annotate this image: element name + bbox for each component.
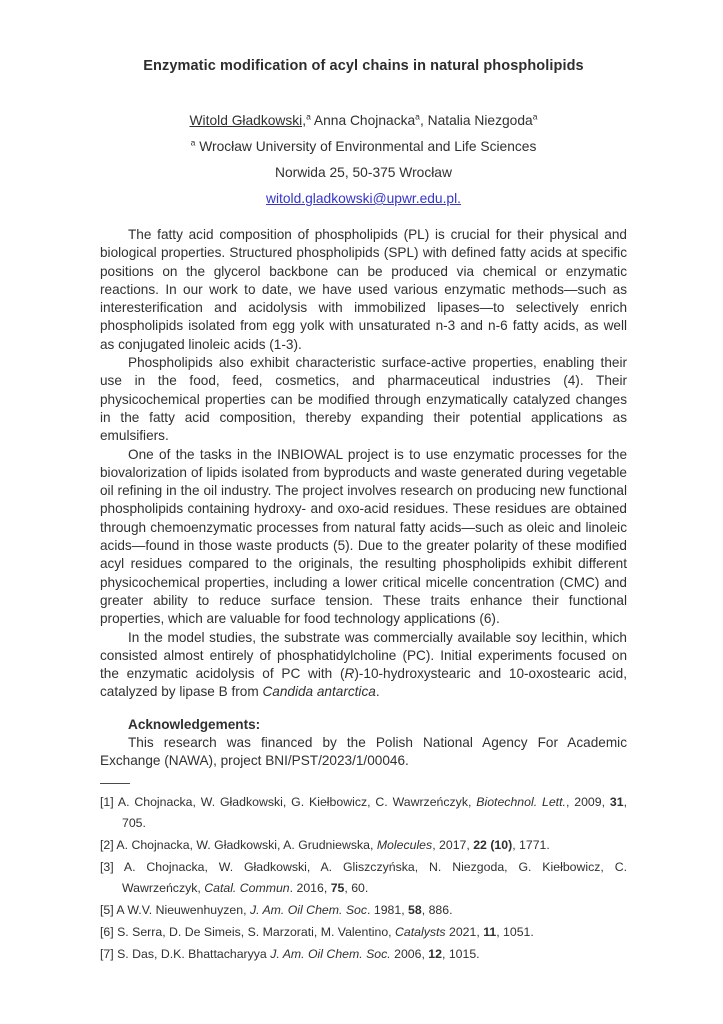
footnote-divider [100, 783, 130, 784]
reference-list [100, 792, 627, 965]
body-paragraph: Phospholipids also exhibit characteristic surface-active properties, enabling their use in the food, feed, cosmetics, and pharmaceutical industries (4). Their physicochemical properties can be modified through enzymatically catalyzed changes in the fatty acid composition, thereby expanding their potential applications as emulsifiers. [100, 355, 627, 444]
abstract-body [100, 226, 627, 702]
acknowledgements-text: This research was financed by the Polish National Agency For Academic Exchange (NAWA), project BNI/PST/2023/1/00046. [100, 735, 627, 769]
body-paragraph: In the model studies, the substrate was commercially available soy lecithin, which consisted almost entirely of phosphatidylcholine (PC). Initial experiments focused on the enzymatic acidolysis of PC with (R)-10-hydroxystearic and 10-oxostearic acid, catalyzed by lipase B from Candida antarctica. [100, 629, 627, 700]
email-link[interactable]: witold.gladkowski@upwr.edu.pl. [266, 191, 461, 206]
reference-item: [1] A. Chojnacka, W. Gładkowski, G. Kiełbowicz, C. Wawrzeńczyk, Biotechnol. Lett., 2009, 31, 705. [100, 794, 627, 830]
reference-item: [2] A. Chojnacka, W. Gładkowski, A. Grudniewska, Molecules, 2017, 22 (10), 1771. [100, 837, 550, 852]
email-line [100, 186, 627, 212]
affiliation-line: $^a$ Wrocław University of Environmental and Life Sciences [190, 137, 537, 154]
address-line: Norwida 25, 50-375 Wrocław [275, 165, 452, 180]
reference-item: [7] S. Das, D.K. Bhattacharyya J. Am. Oil Chem. Soc. 2006, 12, 1015. [100, 946, 480, 961]
body-paragraph: The fatty acid composition of phospholipids (PL) is crucial for their physical and biological properties. Structured phospholipids (SPL) with defined fatty acids at specific positions on the glycerol backbone can be produced via chemical or enzymatic reactions. In our work to date, we have used various enzymatic methods—such as interesterification and acidolysis with immobilized lipases—to selectively enrich phospholipids isolated from egg yolk with unsaturated n-3 and n-6 fatty acids, as well as conjugated linoleic acids (1-3). [100, 227, 627, 352]
authors-line: Witold Gładkowski,$^a$ Anna Chojnacka$^a$, Natalia Niezgoda$^a$ [189, 111, 538, 128]
reference-item: [6] S. Serra, D. De Simeis, S. Marzorati, M. Valentino, Catalysts 2021, 11, 1051. [100, 924, 534, 939]
body-paragraph: One of the tasks in the INBIOWAL project is to use enzymatic processes for the biovalorization of lipids isolated from byproducts and waste generated during vegetable oil refining in the oil industry. The project involves research on producing new functional phospholipids containing hydroxy- and oxo-acid residues. These residues are obtained through chemoenzymatic processes from natural fatty acids—such as oleic and linoleic acids—found in those waste products (5). Due to the greater polarity of these modified acyl residues compared to the originals, the resulting phospholipids exhibit different physicochemical properties, including a lower critical micelle concentration (CMC) and greater ability to reduce surface tension. These traits enhance their functional properties, which are valuable for food technology applications (6). [100, 446, 627, 627]
acknowledgements-heading: Acknowledgements: [128, 716, 261, 732]
reference-item: [3] A. Chojnacka, W. Gładkowski, A. Gliszczyńska, N. Niezgoda, G. Kiełbowicz, C. Wawrzeńczyk, Catal. Commun. 2016, 75, 60. [100, 859, 627, 895]
reference-item: [5] A W.V. Nieuwenhuyzen, J. Am. Oil Chem. Soc. 1981, 58, 886. [100, 902, 453, 917]
paper-title: Enzymatic modification of acyl chains in natural phospholipids [143, 58, 584, 74]
